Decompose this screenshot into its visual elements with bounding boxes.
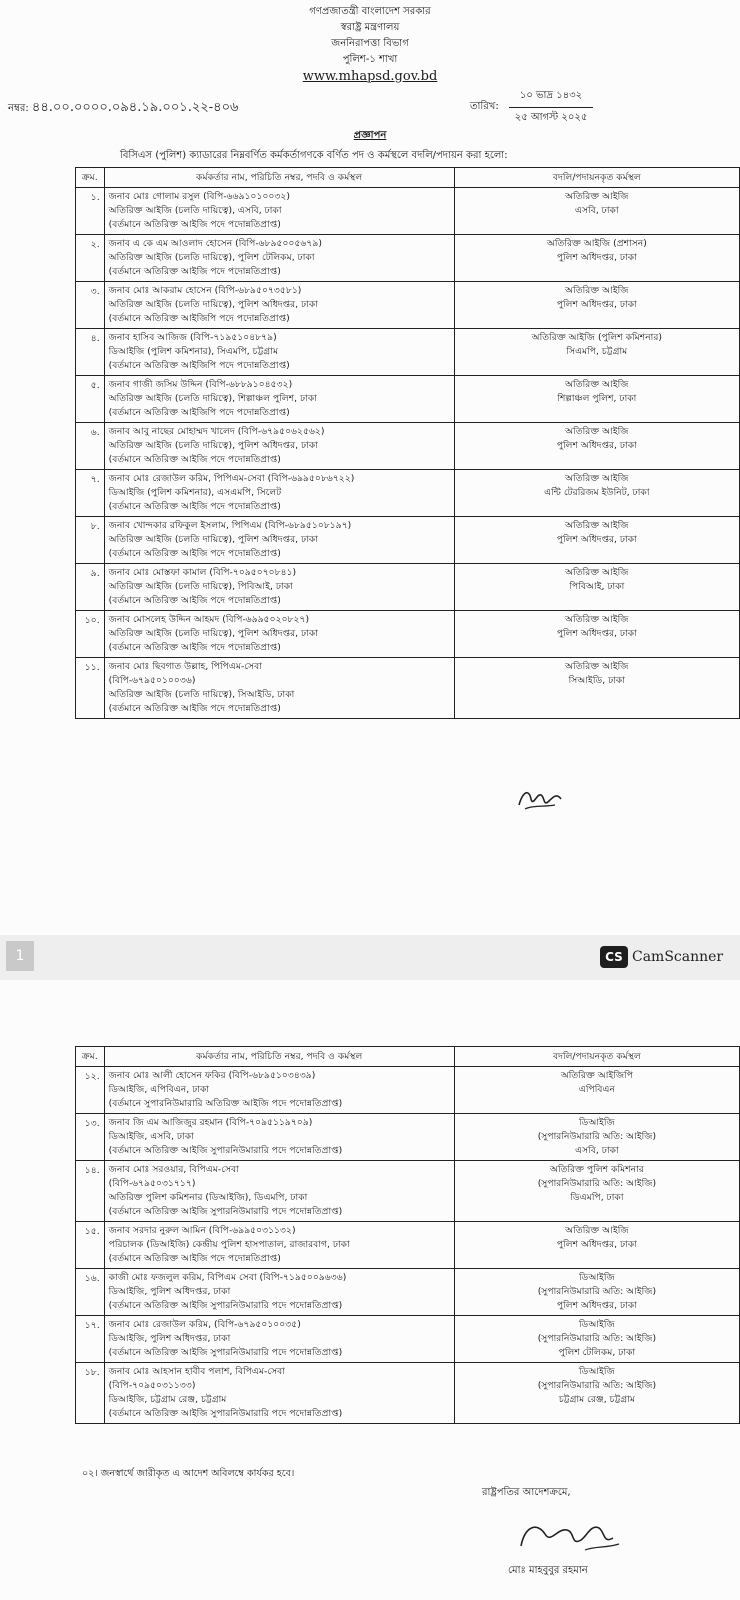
posting-line: পুলিশ অধিদপ্তর, ঢাকা	[556, 440, 637, 451]
officer-detail-line: অতিরিক্ত আইজি (চলতি দায়িত্বে), পুলিশ টেলিকম, ঢাকা	[108, 252, 315, 263]
officer-detail-line: (বর্তমানে অতিরিক্ত আইজি পদে পদোন্নতিপ্রাপ্ত)	[108, 642, 281, 653]
officer-detail-line: ডিআইজি, পুলিশ অধিদপ্তর, ঢাকা	[108, 1286, 231, 1297]
officer-details	[104, 235, 454, 282]
officer-detail-line: (বর্তমানে সুপারনিউমারারি অতিরিক্ত আইজি পদে পদোন্নতিপ্রাপ্ত)	[108, 1098, 343, 1109]
officer-detail-line: ডিআইজি (পুলিশ কমিশনার), এসএমপি, সিলেট	[108, 487, 282, 498]
posting-line: এসবি, ঢাকা	[575, 205, 619, 216]
camscanner-icon: CS	[600, 946, 628, 968]
officer-detail-line: (বর্তমানে অতিরিক্ত আইজি পদে পদোন্নতিপ্রাপ্ত)	[108, 703, 281, 714]
camscanner-logo	[600, 946, 723, 968]
posting-line: পুলিশ অধিদপ্তর, ঢাকা	[556, 1300, 637, 1311]
posting-line: পুলিশ অধিদপ্তর, ঢাকা	[556, 628, 637, 639]
website-url[interactable]: www.mhapsd.gov.bd	[302, 69, 438, 84]
officer-detail-line: (বর্তমানে অতিরিক্ত আইজি সুপারনিউমারারি পদে পদোন্নতিপ্রাপ্ত)	[108, 1300, 343, 1311]
header-sl: ক্রম.	[76, 1047, 105, 1067]
posting-line: এসবি, ঢাকা	[575, 1145, 619, 1156]
table-row	[76, 329, 740, 376]
officer-detail-line: (বর্তমানে অতিরিক্ত আইজি পদে পদোন্নতিপ্রাপ্ত)	[108, 501, 281, 512]
letterhead-line: স্বরাষ্ট্র মন্ত্রণালয়	[340, 22, 400, 33]
officer-details	[104, 1222, 454, 1269]
officer-detail-line: জনাব এ কে এম আওলাদ হোসেন (বিপি-৬৮৯৫০০৫৬৭৯)	[108, 238, 322, 249]
officer-detail-line: জনাব আবু নাছের মোহাম্মদ খালেদ (বিপি-৬৭৯৫০৬২৫৬২)	[108, 426, 325, 437]
table-row	[76, 611, 740, 658]
header-posting: বদলি/পদায়নকৃত কর্মস্থল	[454, 1047, 739, 1067]
posting-line: পুলিশ অধিদপ্তর, ঢাকা	[556, 1239, 637, 1250]
posting-line: এপিবিএন	[578, 1084, 615, 1095]
officer-detail-line: (বর্তমানে অতিরিক্ত আইজি পদে পদোন্নতিপ্রাপ্ত)	[108, 548, 281, 559]
officer-detail-line: ডিআইজি, পুলিশ অধিদপ্তর, ঢাকা	[108, 1333, 231, 1344]
memo-number-value: ৪৪.০০.০০০০.০৯৪.১৯.০০১.২২-৪০৬	[31, 100, 239, 115]
serial-number: ১৫.	[76, 1222, 105, 1269]
posting-line: পুলিশ অধিদপ্তর, ঢাকা	[556, 534, 637, 545]
posting-line: পুলিশ টেলিকম, ঢাকা	[558, 1347, 636, 1358]
posting-line: পিবিআই, ঢাকা	[569, 581, 625, 592]
officer-detail-line: (বর্তমানে অতিরিক্ত আইজি সুপারনিউমারারি পদে পদোন্নতিপ্রাপ্ত)	[108, 1347, 343, 1358]
officer-details	[104, 282, 454, 329]
officer-details	[104, 188, 454, 235]
officer-detail-line: জনাব খোন্দকার রফিকুল ইসলাম, পিপিএম (বিপি-৬৮৯৫১০৮১৯৭)	[108, 520, 352, 531]
serial-number: ১.	[76, 188, 105, 235]
officer-detail-line: ডিআইজি, চট্টগ্রাম রেঞ্জ, চট্টগ্রাম	[108, 1394, 227, 1405]
officer-detail-line: (বর্তমানে অতিরিক্ত আইজি সুপারনিউমারারি পদে পদোন্নতিপ্রাপ্ত)	[108, 1408, 343, 1419]
officer-detail-line: (বর্তমানে অতিরিক্ত আইজিপি পদে পদোন্নতিপ্রাপ্ত)	[108, 360, 290, 371]
officer-details	[104, 423, 454, 470]
transfer-table-page-2	[75, 1046, 740, 1424]
serial-number: ১০.	[76, 611, 105, 658]
officer-detail-line: জনাব মোঃ রেজাউল করিম, পিপিএম-সেবা (বিপি-৬৯৯৫০৮৬৭২২)	[108, 473, 355, 484]
officer-details	[104, 376, 454, 423]
posting-line: ডিএমপি, ঢাকা	[570, 1192, 624, 1203]
posting-details	[454, 470, 739, 517]
officer-details	[104, 658, 454, 719]
officer-detail-line: জনাব মোঃ আকরাম হোসেন (বিপি-৬৮৯৫০৭৩৫৮১)	[108, 285, 302, 296]
officer-detail-line: জনাব মোঃ ছিবগাত উল্লাহ, পিপিএম-সেবা	[108, 661, 262, 672]
table-row	[76, 1316, 740, 1363]
table-row	[76, 1067, 740, 1114]
officer-detail-line: (বর্তমানে অতিরিক্ত আইজিপি পদে পদোন্নতিপ্রাপ্ত)	[108, 407, 290, 418]
posting-line: পুলিশ অধিদপ্তর, ঢাকা	[556, 299, 637, 310]
officer-detail-line: (বর্তমানে অতিরিক্ত আইজি পদে পদোন্নতিপ্রাপ্ত)	[108, 219, 281, 230]
posting-line: ডিআইজি	[579, 1117, 615, 1128]
posting-details	[454, 1161, 739, 1222]
table-row	[76, 423, 740, 470]
officer-details	[104, 470, 454, 517]
officer-detail-line: জনাব মোসলেহ উদ্দিন আহমদ (বিপি-৬৯৯৫০২০৮২৭)	[108, 614, 310, 625]
serial-number: ৯.	[76, 564, 105, 611]
table-row	[76, 282, 740, 329]
date-english: ২৫ আগস্ট ২০২৫	[514, 112, 588, 123]
posting-line: অতিরিক্ত আইজি	[565, 473, 629, 484]
officer-details	[104, 1161, 454, 1222]
serial-number: ১১.	[76, 658, 105, 719]
officer-detail-line: অতিরিক্ত আইজি (চলতি দায়িত্বে), পুলিশ অধিদপ্তর, ঢাকা	[108, 628, 318, 639]
letterhead-line: গণপ্রজাতন্ত্রী বাংলাদেশ সরকার	[309, 6, 431, 17]
officer-detail-line: ডিআইজি (পুলিশ কমিশনার), সিএমপি, চট্টগ্রাম	[108, 346, 279, 357]
memo-label: নম্বর:	[8, 103, 29, 114]
posting-line: (সুপারনিউমারারি অতি: আইজি)	[537, 1178, 657, 1189]
page-number-badge: 1	[6, 941, 34, 971]
table-row	[76, 1114, 740, 1161]
signer-name: মোঃ মাহবুবুর রহমান	[508, 1565, 588, 1576]
serial-number: ১৬.	[76, 1269, 105, 1316]
posting-line: অতিরিক্ত আইজি	[565, 567, 629, 578]
officer-detail-line: অতিরিক্ত আইজি (চলতি দায়িত্বে), শিল্পাঞ্চল পুলিশ, ঢাকা	[108, 393, 317, 404]
officer-details	[104, 1269, 454, 1316]
posting-details	[454, 1269, 739, 1316]
officer-detail-line: জনাব মোঃ সরওয়ার, বিপিএম-সেবা	[108, 1164, 239, 1175]
officer-detail-line: ডিআইজি, এসবি, ঢাকা	[108, 1131, 194, 1142]
header-sl: ক্রম.	[76, 168, 105, 188]
officer-detail-line: জনাব মোঃ আহসান হাবীব পলাশ, বিপিএম-সেবা	[108, 1366, 285, 1377]
header-name: কর্মকর্তার নাম, পরিচিতি নম্বর, পদবি ও কর্মস্থল	[104, 1047, 454, 1067]
posting-line: ডিআইজি	[579, 1319, 615, 1330]
posting-line: ডিআইজি	[579, 1366, 615, 1377]
officer-details	[104, 1114, 454, 1161]
officer-details	[104, 329, 454, 376]
officer-details	[104, 611, 454, 658]
posting-line: (সুপারনিউমারারি অতি: আইজি)	[537, 1286, 657, 1297]
by-order-of-president: রাষ্ট্রপতির আদেশক্রমে,	[482, 1487, 571, 1498]
posting-line: অতিরিক্ত আইজি	[565, 661, 629, 672]
notice-title: প্রজ্ঞাপন	[353, 130, 387, 141]
header-name: কর্মকর্তার নাম, পরিচিতি নম্বর, পদবি ও কর্মস্থল	[104, 168, 454, 188]
officer-detail-line: ডিআইজি, এপিবিএন, ঢাকা	[108, 1084, 210, 1095]
officer-detail-line: (বর্তমানে অতিরিক্ত আইজি সুপারনিউমারারি পদে পদোন্নতিপ্রাপ্ত)	[108, 1206, 343, 1217]
serial-number: ৫.	[76, 376, 105, 423]
header-posting: বদলি/পদায়নকৃত কর্মস্থল	[454, 168, 739, 188]
letterhead	[0, 0, 740, 86]
officer-detail-line: (বর্তমানে অতিরিক্ত আইজি পদে পদোন্নতিপ্রাপ্ত)	[108, 454, 281, 465]
posting-details	[454, 329, 739, 376]
officer-detail-line: পরিচালক (ডিআইজি) কেন্দ্রীয় পুলিশ হাসপাতাল, রাজারবাগ, ঢাকা	[108, 1239, 350, 1250]
officer-detail-line: (বিপি-৭০৯৫০৩১১৩৩)	[108, 1380, 196, 1391]
letterhead-line: পুলিশ-১ শাখা	[342, 54, 398, 65]
posting-details	[454, 1222, 739, 1269]
posting-line: অতিরিক্ত পুলিশ কমিশনার	[549, 1164, 644, 1175]
table-row	[76, 235, 740, 282]
order-clause: ০২। জনস্বার্থে জারীকৃত এ আদেশ অবিলম্বে কার্যকর হবে।	[82, 1468, 295, 1479]
officer-detail-line: অতিরিক্ত আইজি (চলতি দায়িত্বে), পুলিশ অধিদপ্তর, ঢাকা	[108, 440, 318, 451]
serial-number: ১৮.	[76, 1363, 105, 1424]
officer-detail-line: অতিরিক্ত আইজি (চলতি দায়িত্বে), এসবি, ঢাকা	[108, 205, 282, 216]
posting-details	[454, 376, 739, 423]
serial-number: ২.	[76, 235, 105, 282]
posting-details	[454, 235, 739, 282]
posting-line: (সুপারনিউমারারি অতি: আইজি)	[537, 1131, 657, 1142]
date-bangla: ১০ ভাদ্র ১৪৩২	[509, 86, 594, 108]
officer-detail-line: জনাব মোঃ রেজাউল করিম, (বিপি-৬৭৯৫০১০০৩৫)	[108, 1319, 301, 1330]
officer-detail-line: জনাব মোঃ আলী হোসেন ফকির (বিপি-৬৮৯৫১০৩৪৩৯)	[108, 1070, 316, 1081]
notice-intro: বিসিএস (পুলিশ) ক্যাডারের নিম্নবর্ণিত কর্মকর্তাগণকে বর্ণিত পদ ও কর্মস্থলে বদলি/পদায়ন করা হলো:	[120, 150, 508, 161]
table-row	[76, 1161, 740, 1222]
officer-detail-line: জনাব হাসিব আজিজ (বিপি-৭১৯৫১০৪৮৭৯)	[108, 332, 277, 343]
officer-detail-line: কাজী মোঃ ফজলুল করিম, বিপিএম সেবা (বিপি-৭১৯৫০০৯৬৩৬)	[108, 1272, 347, 1283]
table-row	[76, 470, 740, 517]
officer-details	[104, 517, 454, 564]
posting-details	[454, 658, 739, 719]
camscanner-brand: CamScanner	[632, 949, 724, 965]
serial-number: ৮.	[76, 517, 105, 564]
officer-detail-line: অতিরিক্ত পুলিশ কমিশনার (ডিআইজি), ডিএমপি, ঢাকা	[108, 1192, 308, 1203]
officer-detail-line: অতিরিক্ত আইজি (চলতি দায়িত্বে), পুলিশ অধিদপ্তর, ঢাকা	[108, 299, 318, 310]
table-row	[76, 564, 740, 611]
officer-detail-line: জনাব জি এম আজিজুর রহমান (বিপি-৭০৯৫১১৯৭০৯)	[108, 1117, 313, 1128]
officer-detail-line: জনাব মোঃ মোস্তফা কামাল (বিপি-৭০৯৫০৭০৮৪১)	[108, 567, 297, 578]
table-row	[76, 1363, 740, 1424]
posting-line: ডিআইজি	[579, 1272, 615, 1283]
date-block	[470, 86, 593, 129]
posting-line: (সুপারনিউমারারি অতি: আইজি)	[537, 1380, 657, 1391]
posting-details	[454, 611, 739, 658]
posting-line: চট্টগ্রাম রেঞ্জ, চট্টগ্রাম	[558, 1394, 636, 1405]
officer-detail-line: অতিরিক্ত আইজি (চলতি দায়িত্বে), পিবিআই, ঢাকা	[108, 581, 293, 592]
officer-detail-line: (বর্তমানে অতিরিক্ত আইজি পদে পদোন্নতিপ্রাপ্ত)	[108, 266, 281, 277]
officer-detail-line: (বর্তমানে অতিরিক্ত আইজি পদে পদোন্নতিপ্রাপ্ত)	[108, 595, 281, 606]
table-row	[76, 188, 740, 235]
date-label: তারিখ:	[470, 101, 499, 112]
posting-line: অতিরিক্ত আইজি	[565, 1225, 629, 1236]
posting-line: সিএমপি, চট্টগ্রাম	[566, 346, 628, 357]
officer-detail-line: অতিরিক্ত আইজি (চলতি দায়িত্বে), সিআইডি, ঢাকা	[108, 689, 295, 700]
serial-number: ৪.	[76, 329, 105, 376]
officer-details	[104, 1067, 454, 1114]
posting-line: অতিরিক্ত আইজি	[565, 285, 629, 296]
letterhead-line: জননিরাপত্তা বিভাগ	[331, 38, 409, 49]
posting-details	[454, 423, 739, 470]
table-row	[76, 658, 740, 719]
table-row	[76, 376, 740, 423]
posting-details	[454, 1067, 739, 1114]
posting-line: অতিরিক্ত আইজি (প্রশাসন)	[546, 238, 647, 249]
officer-detail-line: জনাব সরদার নুরুল আমিন (বিপি-৬৯৯৫০৩১১৩২)	[108, 1225, 296, 1236]
posting-line: অতিরিক্ত আইজি	[565, 426, 629, 437]
officer-details	[104, 564, 454, 611]
posting-details	[454, 1316, 739, 1363]
officer-details	[104, 1363, 454, 1424]
table-header-row	[76, 1047, 740, 1067]
posting-line: এন্টি টেররিজম ইউনিট, ঢাকা	[544, 487, 650, 498]
posting-details	[454, 564, 739, 611]
posting-details	[454, 1114, 739, 1161]
officer-detail-line: (বিপি-৬৭৯৫০৩১৭১৭)	[108, 1178, 196, 1189]
serial-number: ১৭.	[76, 1316, 105, 1363]
posting-line: সিআইডি, ঢাকা	[568, 675, 626, 686]
initial-signature	[515, 785, 565, 817]
posting-line: অতিরিক্ত আইজি (পুলিশ কমিশনার)	[531, 332, 662, 343]
table-row	[76, 1222, 740, 1269]
serial-number: ৭.	[76, 470, 105, 517]
posting-line: পুলিশ অধিদপ্তর, ঢাকা	[556, 252, 637, 263]
officer-detail-line: অতিরিক্ত আইজি (চলতি দায়িত্বে), পুলিশ অধিদপ্তর, ঢাকা	[108, 534, 318, 545]
table-header-row	[76, 168, 740, 188]
serial-number: ১৩.	[76, 1114, 105, 1161]
officer-detail-line: (বর্তমানে অতিরিক্ত আইজিপি পদে পদোন্নতিপ্রাপ্ত)	[108, 313, 290, 324]
serial-number: ১২.	[76, 1067, 105, 1114]
posting-line: অতিরিক্ত আইজিপি	[560, 1070, 634, 1081]
posting-line: (সুপারনিউমারারি অতি: আইজি)	[537, 1333, 657, 1344]
posting-line: অতিরিক্ত আইজি	[565, 191, 629, 202]
posting-line: শিল্পাঞ্চল পুলিশ, ঢাকা	[557, 393, 637, 404]
memo-number	[8, 98, 238, 119]
transfer-table-page-1	[75, 167, 740, 719]
posting-line: অতিরিক্ত আইজি	[565, 379, 629, 390]
posting-details	[454, 188, 739, 235]
table-row	[76, 517, 740, 564]
posting-details	[454, 1363, 739, 1424]
posting-line: অতিরিক্ত আইজি	[565, 614, 629, 625]
officer-details	[104, 1316, 454, 1363]
officer-detail-line: জনাব গাজী জসিম উদ্দিন (বিপি-৬৮৮৯১০৪৫৩২)	[108, 379, 293, 390]
officer-detail-line: (বর্তমানে অতিরিক্ত আইজি সুপারনিউমারারি পদে পদোন্নতিপ্রাপ্ত)	[108, 1145, 343, 1156]
officer-detail-line: (বিপি-৬৭৯৫০১০০৩৬)	[108, 675, 196, 686]
serial-number: ১৪.	[76, 1161, 105, 1222]
table-row	[76, 1269, 740, 1316]
signature	[515, 1516, 625, 1564]
serial-number: ৬.	[76, 423, 105, 470]
posting-line: অতিরিক্ত আইজি	[565, 520, 629, 531]
officer-detail-line: (বর্তমানে অতিরিক্ত আইজি পদে পদোন্নতিপ্রাপ্ত)	[108, 1253, 281, 1264]
serial-number: ৩.	[76, 282, 105, 329]
posting-details	[454, 282, 739, 329]
officer-detail-line: জনাব মোঃ গোলাম রসুল (বিপি-৬৬৯১০১০০৩২)	[108, 191, 290, 202]
posting-details	[454, 517, 739, 564]
